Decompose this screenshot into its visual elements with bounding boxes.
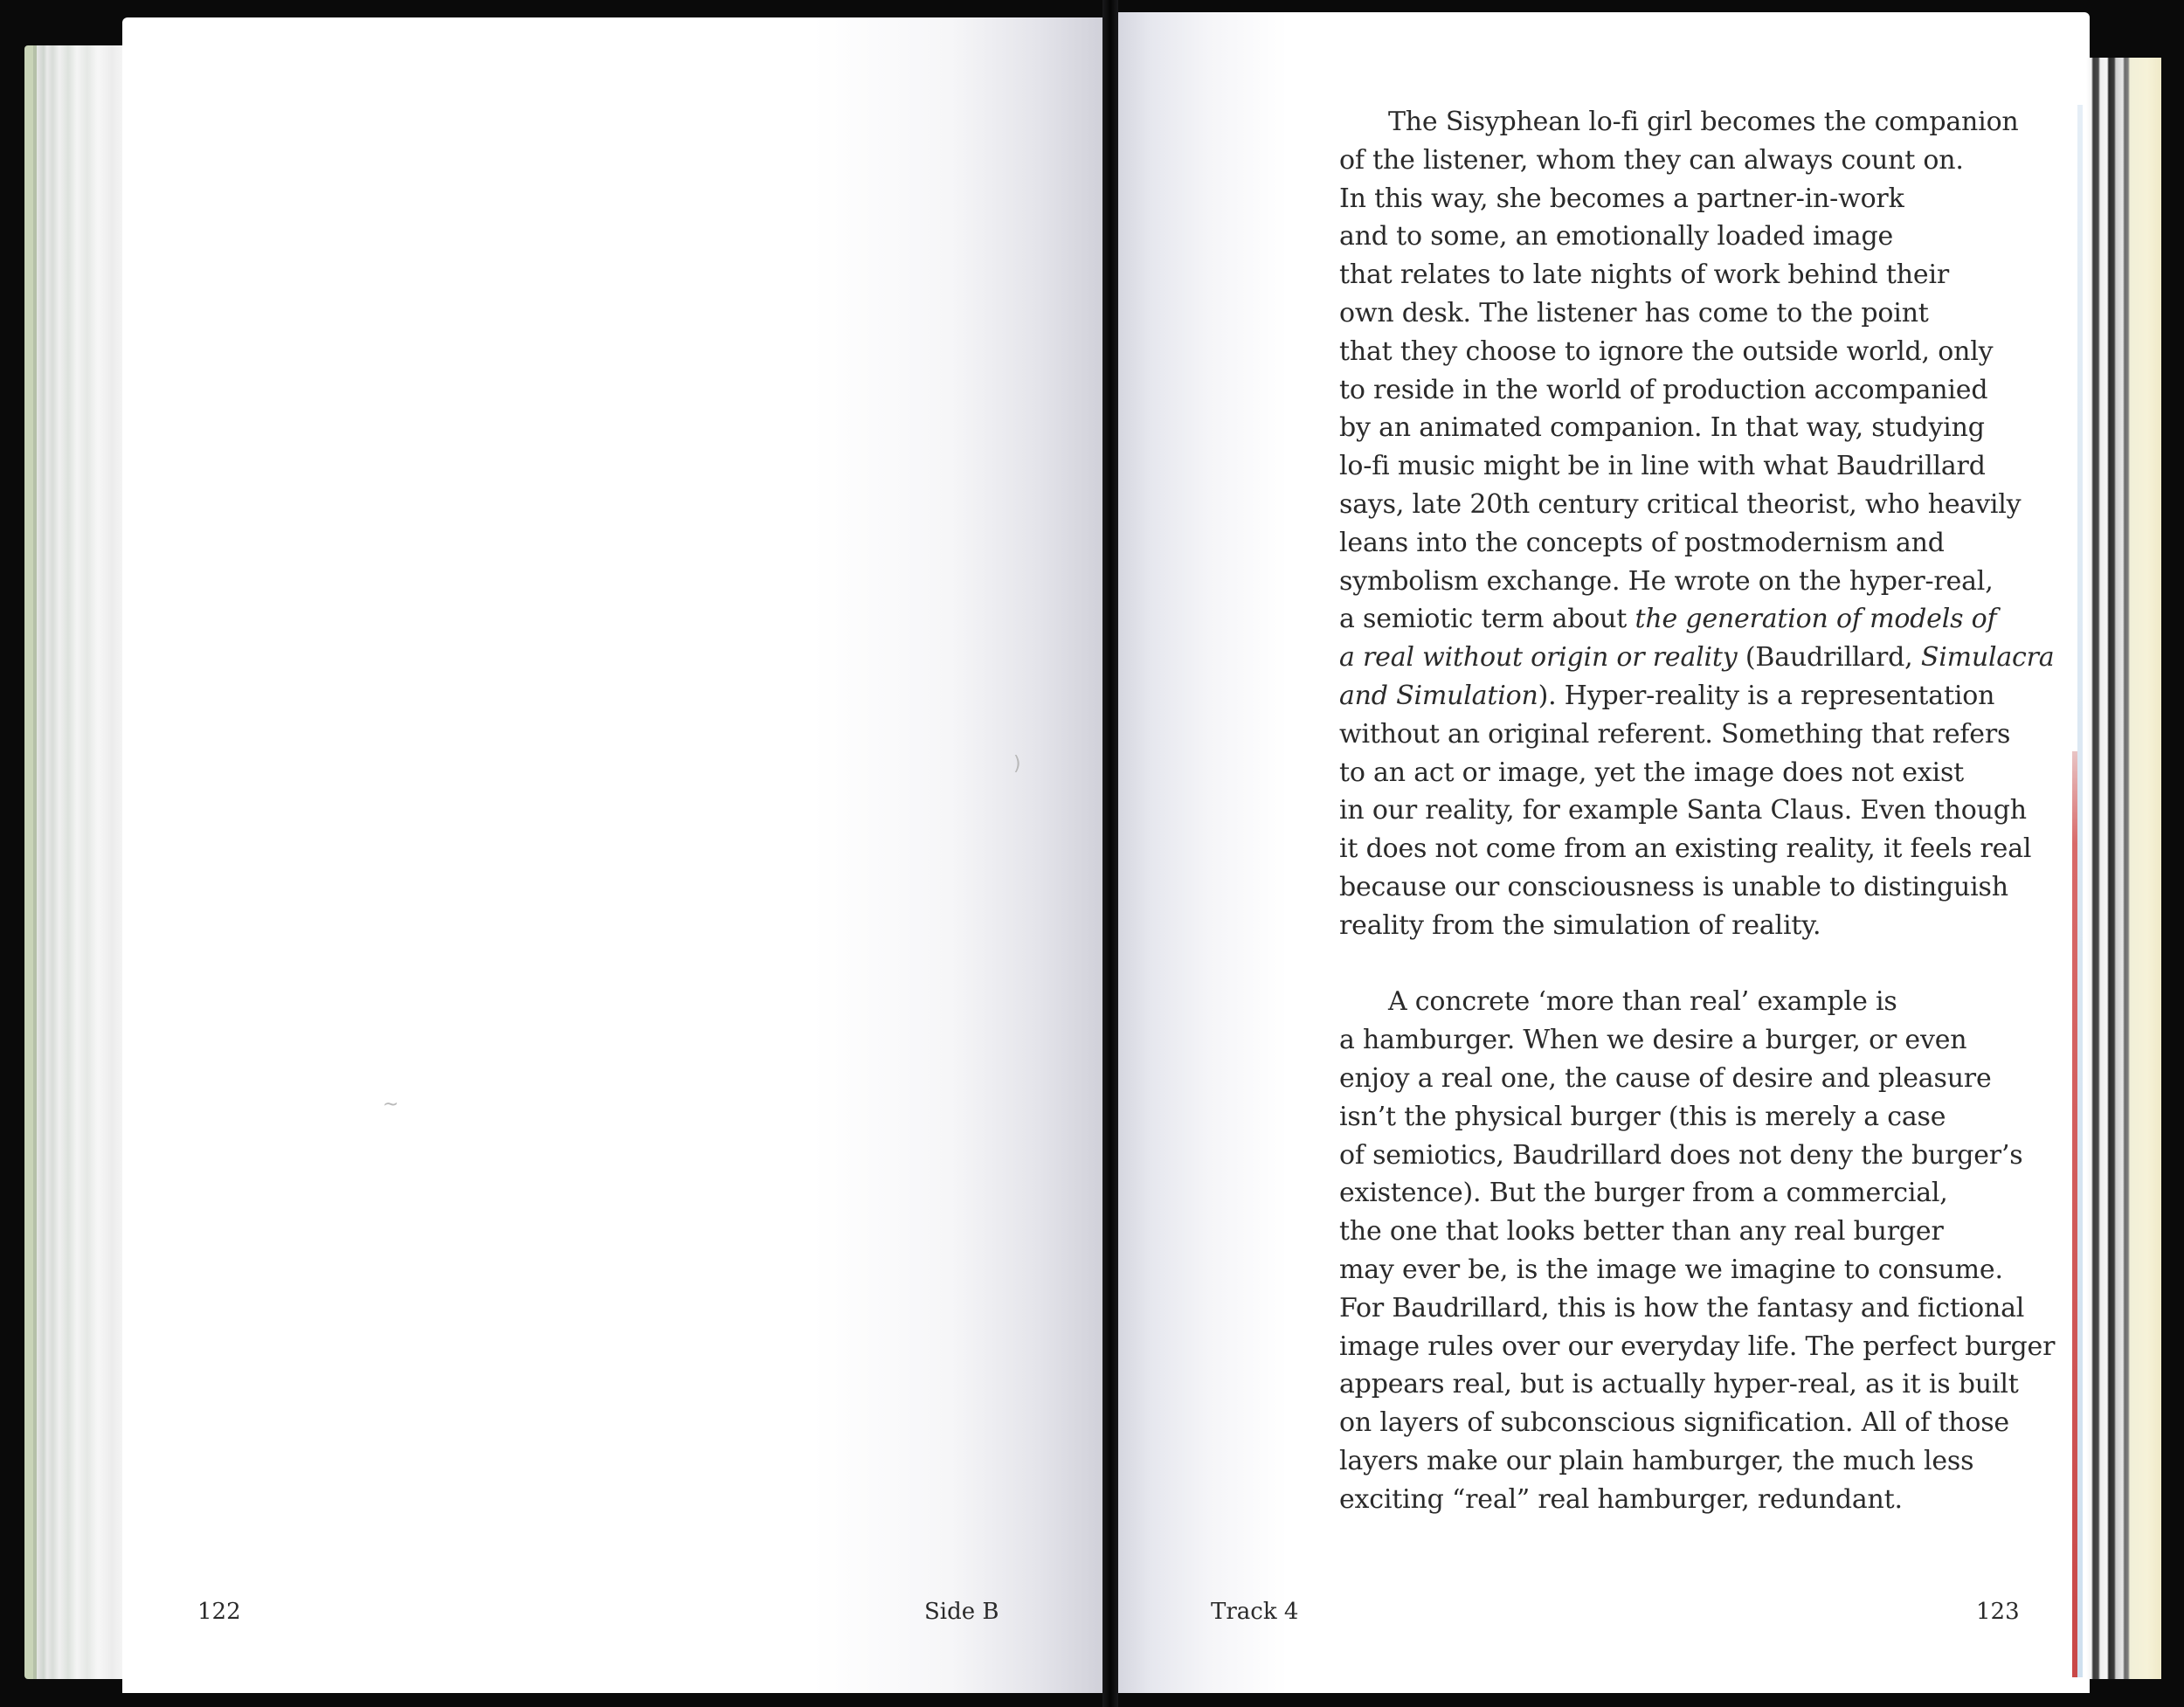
right-page-edges <box>2086 58 2161 1679</box>
running-head-right: Track 4 <box>1211 1599 1299 1625</box>
paper-speck: ) <box>1013 753 1021 775</box>
paragraph-2 <box>1339 983 2056 1518</box>
text-line: and to some, an emotionally loaded image <box>1339 221 1894 252</box>
text-line <box>1339 639 2055 677</box>
italic-quote: the generation of models of <box>1635 604 1997 635</box>
text-line: of the listener, whom they can always count on. <box>1339 144 1964 176</box>
text-line: exciting “real” real hamburger, redundant. <box>1339 1483 1903 1515</box>
text-line: image rules over our everyday life. The perfect burger <box>1339 1330 2056 1362</box>
text-line: that they choose to ignore the outside world, only <box>1339 335 1994 367</box>
text-line: because our consciousness is unable to distinguish <box>1339 871 2008 902</box>
left-page-edges <box>24 45 129 1679</box>
text-line: existence). But the burger from a commercial, <box>1339 1178 1948 1209</box>
text-line: isn’t the physical burger (this is merely a case <box>1339 1101 1946 1132</box>
text-line: a hamburger. When we desire a burger, or even <box>1339 1025 1967 1056</box>
text-line: leans into the concepts of postmodernism and <box>1339 527 1945 558</box>
text-line: without an original referent. Something that refers <box>1339 718 2011 750</box>
text-line: layers make our plain hamburger, the much less <box>1339 1445 1974 1476</box>
body-text <box>1339 103 2056 1518</box>
text-line: The Sisyphean lo-fi girl becomes the companion <box>1388 107 2019 137</box>
text-line: on layers of subconscious signification. All of those <box>1339 1407 2009 1439</box>
text-line: of semiotics, Baudrillard does not deny the burger’s <box>1339 1139 2023 1171</box>
paper-speck: ~ <box>383 1094 399 1116</box>
text-line: In this way, she becomes a partner-in-work <box>1339 183 1904 214</box>
text-line: may ever be, is the image we imagine to consume. <box>1339 1254 2003 1285</box>
page-number-left: 122 <box>197 1599 241 1625</box>
text-line <box>1339 600 2029 639</box>
text-line: lo-fi music might be in line with what Baudrillard <box>1339 451 1986 482</box>
text-line: to reside in the world of production accompanied <box>1339 374 1988 405</box>
text-line: reality from the simulation of reality. <box>1339 909 1821 941</box>
book-gutter <box>1102 0 1118 1707</box>
text-line: enjoy a real one, the cause of desire and pleasure <box>1339 1062 1992 1094</box>
text-line: symbolism exchange. He wrote on the hyper-real, <box>1339 565 1994 597</box>
text-line: A concrete ‘more than real’ example is <box>1388 986 1897 1018</box>
text-line: own desk. The listener has come to the point <box>1339 297 1929 328</box>
text-line: to an act or image, yet the image does not exist <box>1339 757 1964 788</box>
paragraph-1 <box>1339 103 2055 945</box>
text-line: For Baudrillard, this is how the fantasy and fictional <box>1339 1292 2025 1323</box>
text-line <box>1339 677 2029 715</box>
text-line: the one that looks better than any real burger <box>1339 1216 1944 1247</box>
text-line: in our reality, for example Santa Claus. Even though <box>1339 795 2027 826</box>
italic-title: Simulacra <box>1920 642 2055 674</box>
left-page <box>122 17 1108 1693</box>
text-line: it does not come from an existing reality, it feels real <box>1339 833 2032 865</box>
italic-title: and Simulation <box>1339 680 1538 711</box>
running-head-left: Side B <box>924 1599 999 1625</box>
page-number-right: 123 <box>1976 1599 2020 1625</box>
right-page-edge-blue <box>2077 105 2083 1677</box>
text-line: by an animated companion. In that way, studying <box>1339 412 1985 444</box>
italic-quote: a real without origin or reality <box>1339 642 1738 674</box>
text-line: says, late 20th century critical theorist, who heavily <box>1339 488 2022 520</box>
text-line: that relates to late nights of work behind their <box>1339 259 1949 291</box>
text-run: (Baudrillard, <box>1737 642 1921 674</box>
text-run: a semiotic term about <box>1339 604 1635 635</box>
text-line: appears real, but is actually hyper-real, as it is built <box>1339 1369 2019 1400</box>
right-page-edge-red <box>2072 751 2077 1677</box>
text-run: ). Hyper-reality is a representation <box>1538 680 1995 711</box>
